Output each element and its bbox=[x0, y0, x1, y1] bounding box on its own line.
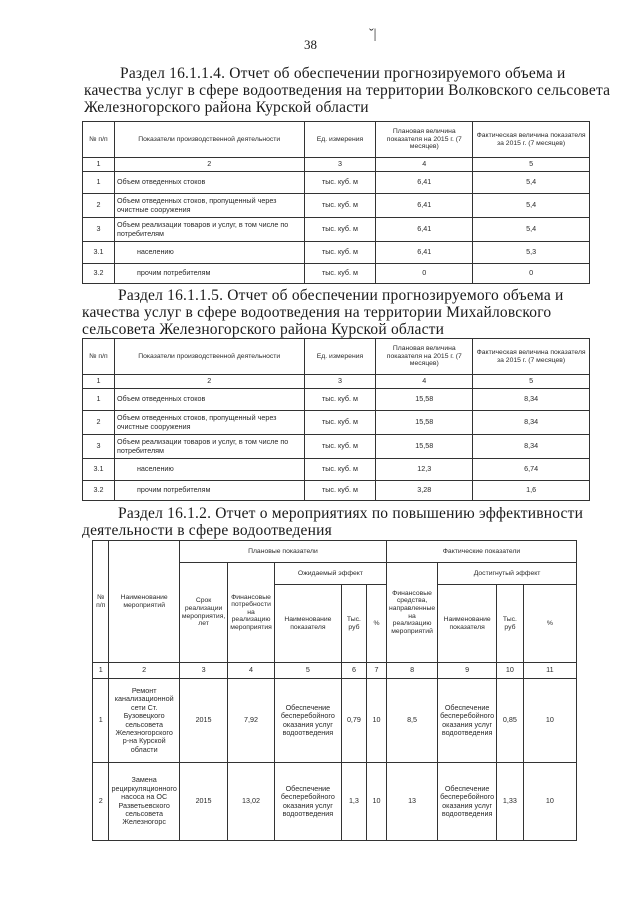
header-cell: Показатели производственной деятельности bbox=[114, 339, 304, 375]
column-number: 4 bbox=[228, 663, 275, 679]
heading-line: Раздел 16.1.1.4. Отчет об обеспечении прогнозируемого объема и bbox=[120, 65, 566, 82]
heading-line: сельсовета Железногорского района Курской области bbox=[82, 321, 445, 338]
fact-cell: 5,3 bbox=[473, 242, 590, 264]
column-number: 2 bbox=[114, 158, 304, 172]
indicator-cell: Объем отведенных стоков bbox=[114, 172, 304, 194]
column-number: 2 bbox=[114, 375, 304, 389]
unit-cell: тыс. куб. м bbox=[304, 172, 376, 194]
plan-cell: 3,28 bbox=[376, 481, 473, 501]
finance-cell: 7,92 bbox=[228, 679, 275, 763]
header-cell: % bbox=[523, 585, 576, 663]
row-number: 3.1 bbox=[83, 459, 115, 481]
plan-cell: 6,41 bbox=[376, 172, 473, 194]
indicator-cell: населению bbox=[114, 242, 304, 264]
table-row bbox=[83, 389, 590, 411]
section-1-heading bbox=[84, 65, 611, 116]
header-cell: Фактическая величина показателя за 2015 г. (7 месяцев) bbox=[473, 122, 590, 158]
heading-line: деятельности в сфере водоотведения bbox=[82, 522, 332, 539]
table-row bbox=[93, 763, 577, 841]
indicator-cell: прочим потребителям bbox=[114, 481, 304, 501]
table-section-1 bbox=[82, 121, 590, 284]
fact-cell: 1,6 bbox=[473, 481, 590, 501]
row-number: 1 bbox=[93, 679, 109, 763]
plan-cell: 6,41 bbox=[376, 242, 473, 264]
column-number: 5 bbox=[473, 375, 590, 389]
header-cell: Плановая величина показателя на 2015 г. (7 месяцев) bbox=[376, 339, 473, 375]
unit-cell: тыс. куб. м bbox=[304, 242, 376, 264]
row-number: 3 bbox=[83, 435, 115, 459]
column-number: 6 bbox=[341, 663, 366, 679]
indicator-cell: Объем отведенных стоков, пропущенный через очистные сооружения bbox=[114, 411, 304, 435]
table-row bbox=[83, 411, 590, 435]
indicator-cell: Объем отведенных стоков, пропущенный через очистные сооружения bbox=[114, 194, 304, 218]
finance-fact-cell: 8,5 bbox=[387, 679, 438, 763]
achieved-indicator: Обеспечение бесперебойного оказания услуг водоотведения bbox=[438, 679, 497, 763]
row-number: 3.1 bbox=[83, 242, 115, 264]
table-row bbox=[83, 194, 590, 218]
expected-pct: 10 bbox=[366, 679, 386, 763]
achieved-pct: 10 bbox=[523, 763, 576, 841]
plan-cell: 15,58 bbox=[376, 389, 473, 411]
unit-cell: тыс. куб. м bbox=[304, 389, 376, 411]
header-cell: Тыс. руб bbox=[497, 585, 524, 663]
heading-line: Раздел 16.1.2. Отчет о мероприятиях по повышению эффективности bbox=[118, 505, 584, 522]
indicator-cell: населению bbox=[114, 459, 304, 481]
unit-cell: тыс. куб. м bbox=[304, 459, 376, 481]
plan-cell: 15,58 bbox=[376, 435, 473, 459]
header-cell: Наименование показателя bbox=[274, 585, 341, 663]
header-cell: Тыс. руб bbox=[341, 585, 366, 663]
achieved-pct: 10 bbox=[523, 679, 576, 763]
fact-cell: 0 bbox=[473, 264, 590, 284]
header-cell: Достигнутый эффект bbox=[438, 563, 577, 585]
plan-cell: 6,41 bbox=[376, 218, 473, 242]
row-number: 2 bbox=[83, 194, 115, 218]
plan-cell: 15,58 bbox=[376, 411, 473, 435]
header-cell: Срок реализации мероприятия, лет bbox=[179, 563, 227, 663]
column-number: 10 bbox=[497, 663, 524, 679]
heading-line: Железногорского района Курской области bbox=[84, 99, 369, 116]
column-number: 4 bbox=[376, 158, 473, 172]
row-number: 3.2 bbox=[83, 481, 115, 501]
header-cell: № п/п bbox=[83, 339, 115, 375]
fact-cell: 8,34 bbox=[473, 411, 590, 435]
table-row bbox=[83, 264, 590, 284]
indicator-cell: Объем реализации товаров и услуг, в том числе по потребителям bbox=[114, 435, 304, 459]
indicator-cell: Объем реализации товаров и услуг, в том числе по потребителям bbox=[114, 218, 304, 242]
header-cell: Фактические показатели bbox=[387, 541, 577, 563]
table-section-2 bbox=[82, 338, 590, 501]
unit-cell: тыс. куб. м bbox=[304, 194, 376, 218]
achieved-rub: 0,85 bbox=[497, 679, 524, 763]
plan-cell: 12,3 bbox=[376, 459, 473, 481]
fact-cell: 6,74 bbox=[473, 459, 590, 481]
column-number: 2 bbox=[109, 663, 179, 679]
column-number: 8 bbox=[387, 663, 438, 679]
table-row bbox=[83, 435, 590, 459]
expected-rub: 0,79 bbox=[341, 679, 366, 763]
row-number: 1 bbox=[83, 389, 115, 411]
expected-rub: 1,3 bbox=[341, 763, 366, 841]
column-number: 11 bbox=[523, 663, 576, 679]
header-cell: Наименование показателя bbox=[438, 585, 497, 663]
header-cell: Финансовые средства, направленные на реализацию мероприятий bbox=[387, 563, 438, 663]
heading-line: качества услуг в сфере водоотведения на территории Михайловского bbox=[82, 304, 552, 321]
column-number: 5 bbox=[473, 158, 590, 172]
finance-cell: 13,02 bbox=[228, 763, 275, 841]
header-cell: Ед. измерения bbox=[304, 122, 376, 158]
achieved-indicator: Обеспечение бесперебойного оказания услуг водоотведения bbox=[438, 763, 497, 841]
section-3-heading bbox=[82, 505, 584, 539]
unit-cell: тыс. куб. м bbox=[304, 218, 376, 242]
page-number: 38 bbox=[304, 37, 317, 52]
column-number: 1 bbox=[93, 663, 109, 679]
header-cell: Плановые показатели bbox=[179, 541, 386, 563]
header-cell: № п/п bbox=[83, 122, 115, 158]
row-number: 3 bbox=[83, 218, 115, 242]
header-cell: Показатели производственной деятельности bbox=[114, 122, 304, 158]
column-number: 4 bbox=[376, 375, 473, 389]
table-row bbox=[83, 242, 590, 264]
header-cell: % bbox=[366, 585, 386, 663]
header-cell: Плановая величина показателя на 2015 г. (7 месяцев) bbox=[376, 122, 473, 158]
heading-line: Раздел 16.1.1.5. Отчет об обеспечении прогнозируемого объема и bbox=[118, 287, 564, 304]
column-number: 3 bbox=[179, 663, 227, 679]
column-number: 1 bbox=[83, 375, 115, 389]
fact-cell: 8,34 bbox=[473, 435, 590, 459]
table-row bbox=[83, 172, 590, 194]
plan-cell: 6,41 bbox=[376, 194, 473, 218]
table-row bbox=[83, 459, 590, 481]
column-number: 3 bbox=[304, 375, 376, 389]
header-cell: Наименование мероприятий bbox=[109, 541, 179, 663]
measure-name: Замена рециркуляционного насоса на ОС Разветьевского сельсовета Железногорс bbox=[109, 763, 179, 841]
section-2-heading bbox=[82, 287, 564, 338]
header-cell: Финансовые потребности на реализацию мероприятия bbox=[228, 563, 275, 663]
row-number: 3.2 bbox=[83, 264, 115, 284]
column-number: 5 bbox=[274, 663, 341, 679]
fact-cell: 5,4 bbox=[473, 194, 590, 218]
expected-indicator: Обеспечение бесперебойного оказания услуг водоотведения bbox=[274, 679, 341, 763]
expected-pct: 10 bbox=[366, 763, 386, 841]
fact-cell: 8,34 bbox=[473, 389, 590, 411]
row-number: 1 bbox=[83, 172, 115, 194]
fact-cell: 5,4 bbox=[473, 172, 590, 194]
column-number: 3 bbox=[304, 158, 376, 172]
row-number: 2 bbox=[83, 411, 115, 435]
table-section-3 bbox=[92, 540, 577, 841]
heading-line: качества услуг в сфере водоотведения на территории Волковского сельсовета bbox=[84, 82, 611, 99]
table-row bbox=[83, 481, 590, 501]
finance-fact-cell: 13 bbox=[387, 763, 438, 841]
indicator-cell: Объем отведенных стоков bbox=[114, 389, 304, 411]
unit-cell: тыс. куб. м bbox=[304, 264, 376, 284]
measure-name: Ремонт канализационной сети Ст. Бузовецкого сельсовета Железногорского р-на Курской области bbox=[109, 679, 179, 763]
expected-indicator: Обеспечение бесперебойного оказания услуг водоотведения bbox=[274, 763, 341, 841]
unit-cell: тыс. куб. м bbox=[304, 435, 376, 459]
column-number: 1 bbox=[83, 158, 115, 172]
column-number: 9 bbox=[438, 663, 497, 679]
fact-cell: 5,4 bbox=[473, 218, 590, 242]
unit-cell: тыс. куб. м bbox=[304, 481, 376, 501]
indicator-cell: прочим потребителям bbox=[114, 264, 304, 284]
table-row bbox=[93, 679, 577, 763]
corner-mark: ˇ| bbox=[369, 27, 377, 42]
term-cell: 2015 bbox=[179, 679, 227, 763]
row-number: 2 bbox=[93, 763, 109, 841]
header-cell: № п/п bbox=[93, 541, 109, 663]
plan-cell: 0 bbox=[376, 264, 473, 284]
header-cell: Фактическая величина показателя за 2015 г. (7 месяцев) bbox=[473, 339, 590, 375]
achieved-rub: 1,33 bbox=[497, 763, 524, 841]
table-row bbox=[83, 218, 590, 242]
unit-cell: тыс. куб. м bbox=[304, 411, 376, 435]
column-number: 7 bbox=[366, 663, 386, 679]
header-cell: Ожидаемый эффект bbox=[274, 563, 386, 585]
term-cell: 2015 bbox=[179, 763, 227, 841]
header-cell: Ед. измерения bbox=[304, 339, 376, 375]
